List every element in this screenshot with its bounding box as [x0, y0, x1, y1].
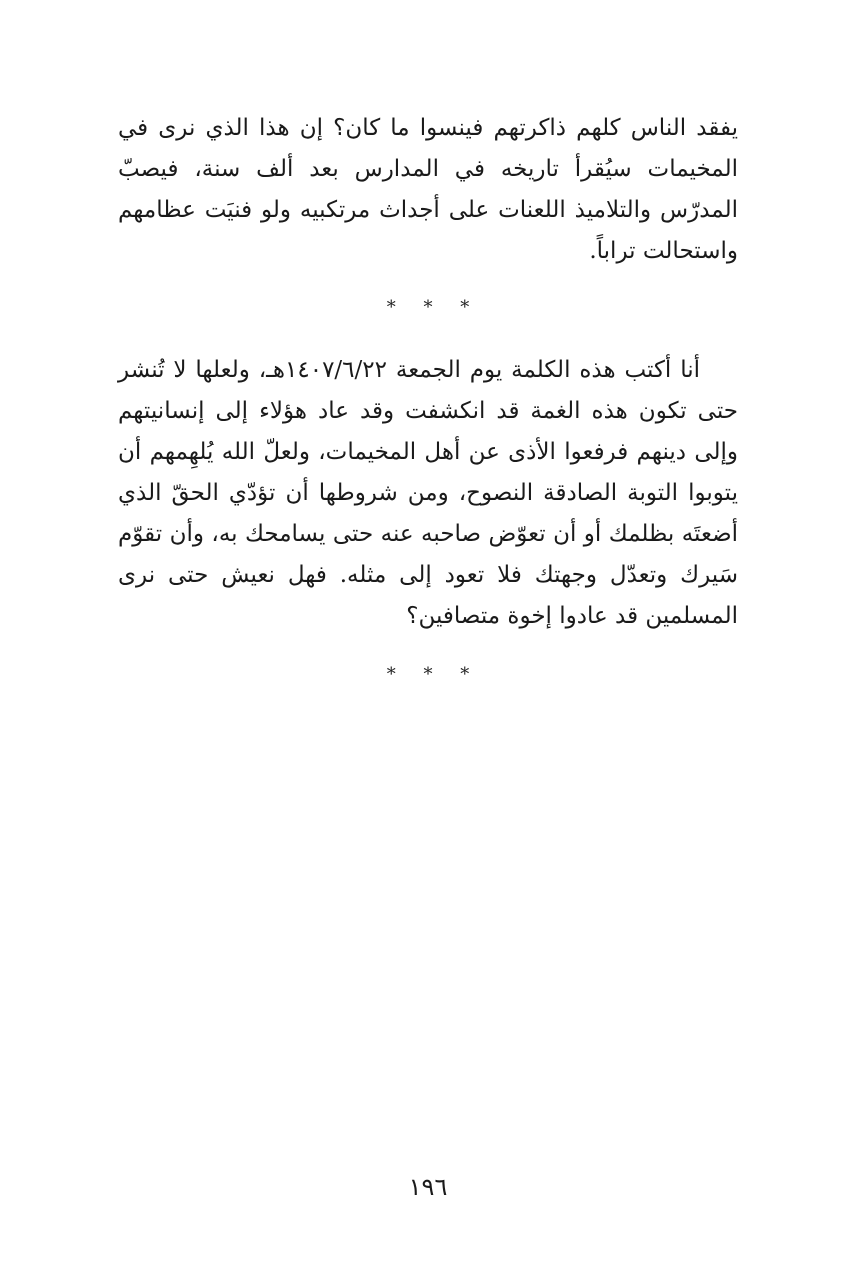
paragraph-1: يفقد الناس كلهم ذاكرتهم فينسوا ما كان؟ إن هذا الذي نرى في المخيمات سيُقرأ تاريخه في المدارس بعد ألف سنة، فيصبّ المدرّس والتلاميذ اللعنات على أجداث مرتكبيه ولو فنيَت عظامهم واستحالت تراباً.	[118, 115, 738, 264]
section-separator: * * *	[386, 297, 470, 318]
page-body	[118, 108, 738, 687]
section-separator: * * *	[386, 664, 470, 685]
page-number: ١٩٦	[408, 1173, 448, 1201]
paragraph-2: أنا أكتب هذه الكلمة يوم الجمعة ١٤٠٧/٦/٢٢هـ، ولعلها لا تُنشر حتى تكون هذه الغمة قد انكشفت وقد عاد هؤلاء إلى إنسانيتهم وإلى دينهم فرفعوا الأذى عن أهل المخيمات، ولعلّ الله يُلهِمهم أن يتوبوا التوبة الصادقة النصوح، ومن شروطها أن تؤدّي الحقّ الذي أضعتَه بظلمك أو أن تعوّض صاحبه عنه حتى يسامحك به، وأن تقوّم سَيرك وتعدّل وجهتك فلا تعود إلى مثله. فهل نعيش حتى نرى المسلمين قد عادوا إخوة متصافين؟	[118, 357, 738, 629]
